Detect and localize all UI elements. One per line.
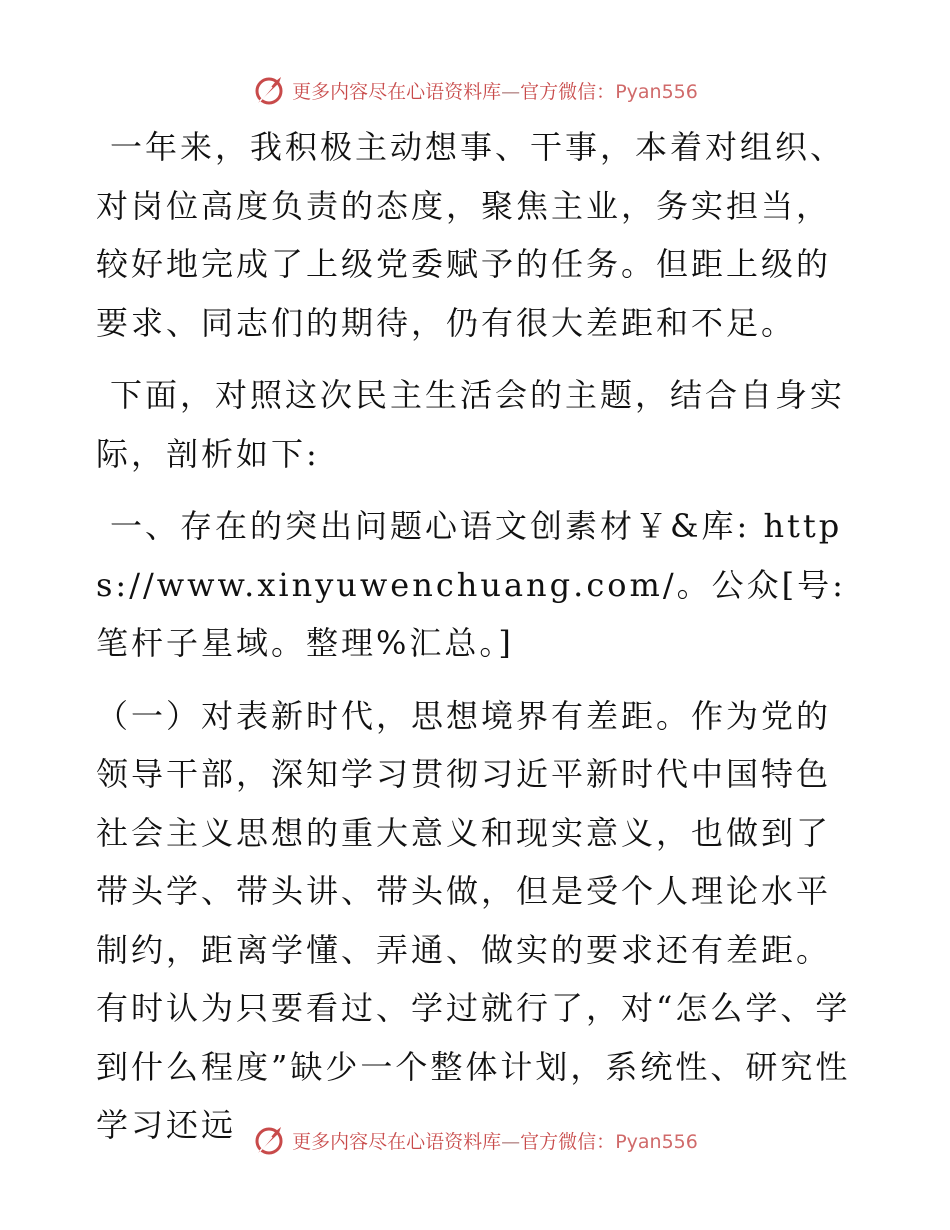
- paragraph-intro: 一年来，我积极主动想事、干事，本着对组织、对岗位高度负责的态度，聚焦主业，务实担当，较好地完成了上级党委赋予的任务。但距上级的要求、同志们的期待，仍有很大差距和不足。: [96, 128, 846, 342]
- paragraph-analysis-lead: 下面，对照这次民主生活会的主题，结合自身实际，剖析如下:: [96, 376, 846, 473]
- banner-separator: —: [501, 1130, 521, 1153]
- banner-wechat-handle: Pyan556: [615, 80, 698, 103]
- banner-site-text: 更多内容尽在心语资料库: [292, 1130, 502, 1153]
- quill-logo-icon: [252, 1123, 286, 1157]
- document-body: [96, 118, 852, 1169]
- paragraph-subsection-one: （一）对表新时代，思想境界有差距。作为党的领导干部，深知学习贯彻习近平新时代中国特色社会主义思想的重大意义和现实意义，也做到了带头学、带头讲、带头做，但是受个人理论水平制约，距离学懂、弄通、做实的要求还有差距。有时认为只要看过、学过就行了，对“怎么学、学到什么程度”缺少一个整体计划，系统性、研究性学习还远: [96, 696, 851, 1144]
- banner-wechat-handle: Pyan556: [615, 1130, 698, 1153]
- banner-official-label: 官方微信：: [520, 80, 616, 103]
- banner-text: [292, 1127, 698, 1154]
- footer-watermark-banner: [0, 1120, 950, 1160]
- banner-separator: —: [501, 80, 521, 103]
- banner-official-label: 官方微信：: [520, 1130, 616, 1153]
- banner-site-text: 更多内容尽在心语资料库: [292, 80, 502, 103]
- quill-logo-icon: [252, 73, 286, 107]
- banner-text: [292, 77, 698, 104]
- header-watermark-banner: [0, 70, 950, 110]
- paragraph-section-heading: 一、存在的突出问题心语文创素材￥&库: https://www.xinyuwenchuang.com/。公众[号: 笔杆子星域。整理%汇总。]: [96, 507, 846, 662]
